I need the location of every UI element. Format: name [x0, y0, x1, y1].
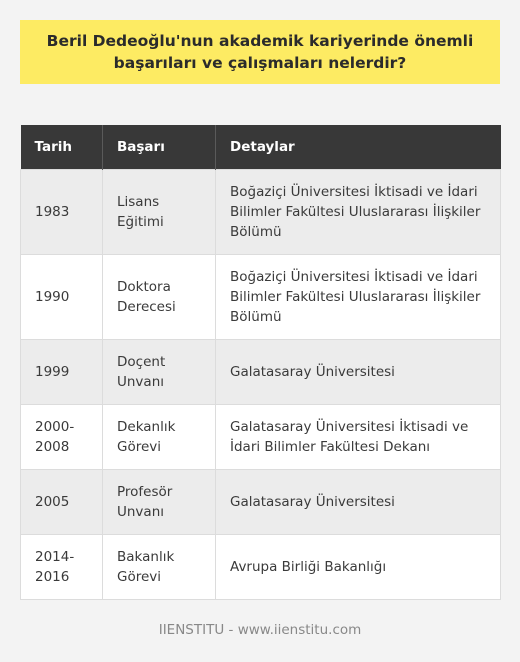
career-table	[20, 125, 501, 600]
date-cell: 1983	[21, 169, 103, 254]
page-title: Beril Dedeoğlu'nun akademik kariyerinde önemli başarıları ve çalışmaları nelerdir?	[46, 32, 474, 72]
table-row	[21, 404, 501, 469]
column-header-achievement: Başarı	[103, 125, 216, 169]
table-row	[21, 254, 501, 339]
details-cell: Galatasaray Üniversitesi	[216, 469, 501, 534]
date-cell: 2000-2008	[21, 404, 103, 469]
details-cell: Galatasaray Üniversitesi İktisadi ve İdari Bilimler Fakültesi Dekanı	[216, 404, 501, 469]
title-banner	[20, 20, 500, 84]
date-cell: 2005	[21, 469, 103, 534]
achievement-cell: Dekanlık Görevi	[103, 404, 216, 469]
table-row	[21, 339, 501, 404]
date-cell: 1999	[21, 339, 103, 404]
footer-credit: IIENSTITU - www.iienstitu.com	[158, 622, 362, 638]
details-cell: Avrupa Birliği Bakanlığı	[216, 534, 501, 599]
date-cell: 2014-2016	[21, 534, 103, 599]
column-header-details: Detaylar	[216, 125, 501, 169]
achievement-cell: Lisans Eğitimi	[103, 169, 216, 254]
table-row	[21, 469, 501, 534]
table-row	[21, 169, 501, 254]
achievement-cell: Profesör Unvanı	[103, 469, 216, 534]
details-cell: Galatasaray Üniversitesi	[216, 339, 501, 404]
table-header-row	[21, 125, 501, 169]
achievement-cell: Doktora Derecesi	[103, 254, 216, 339]
date-cell: 1990	[21, 254, 103, 339]
table-row	[21, 534, 501, 599]
achievement-cell: Bakanlık Görevi	[103, 534, 216, 599]
details-cell: Boğaziçi Üniversitesi İktisadi ve İdari Bilimler Fakültesi Uluslararası İlişkiler Bölümü	[216, 254, 501, 339]
achievement-cell: Doçent Unvanı	[103, 339, 216, 404]
column-header-date: Tarih	[21, 125, 103, 169]
details-cell: Boğaziçi Üniversitesi İktisadi ve İdari Bilimler Fakültesi Uluslararası İlişkiler Bölümü	[216, 169, 501, 254]
